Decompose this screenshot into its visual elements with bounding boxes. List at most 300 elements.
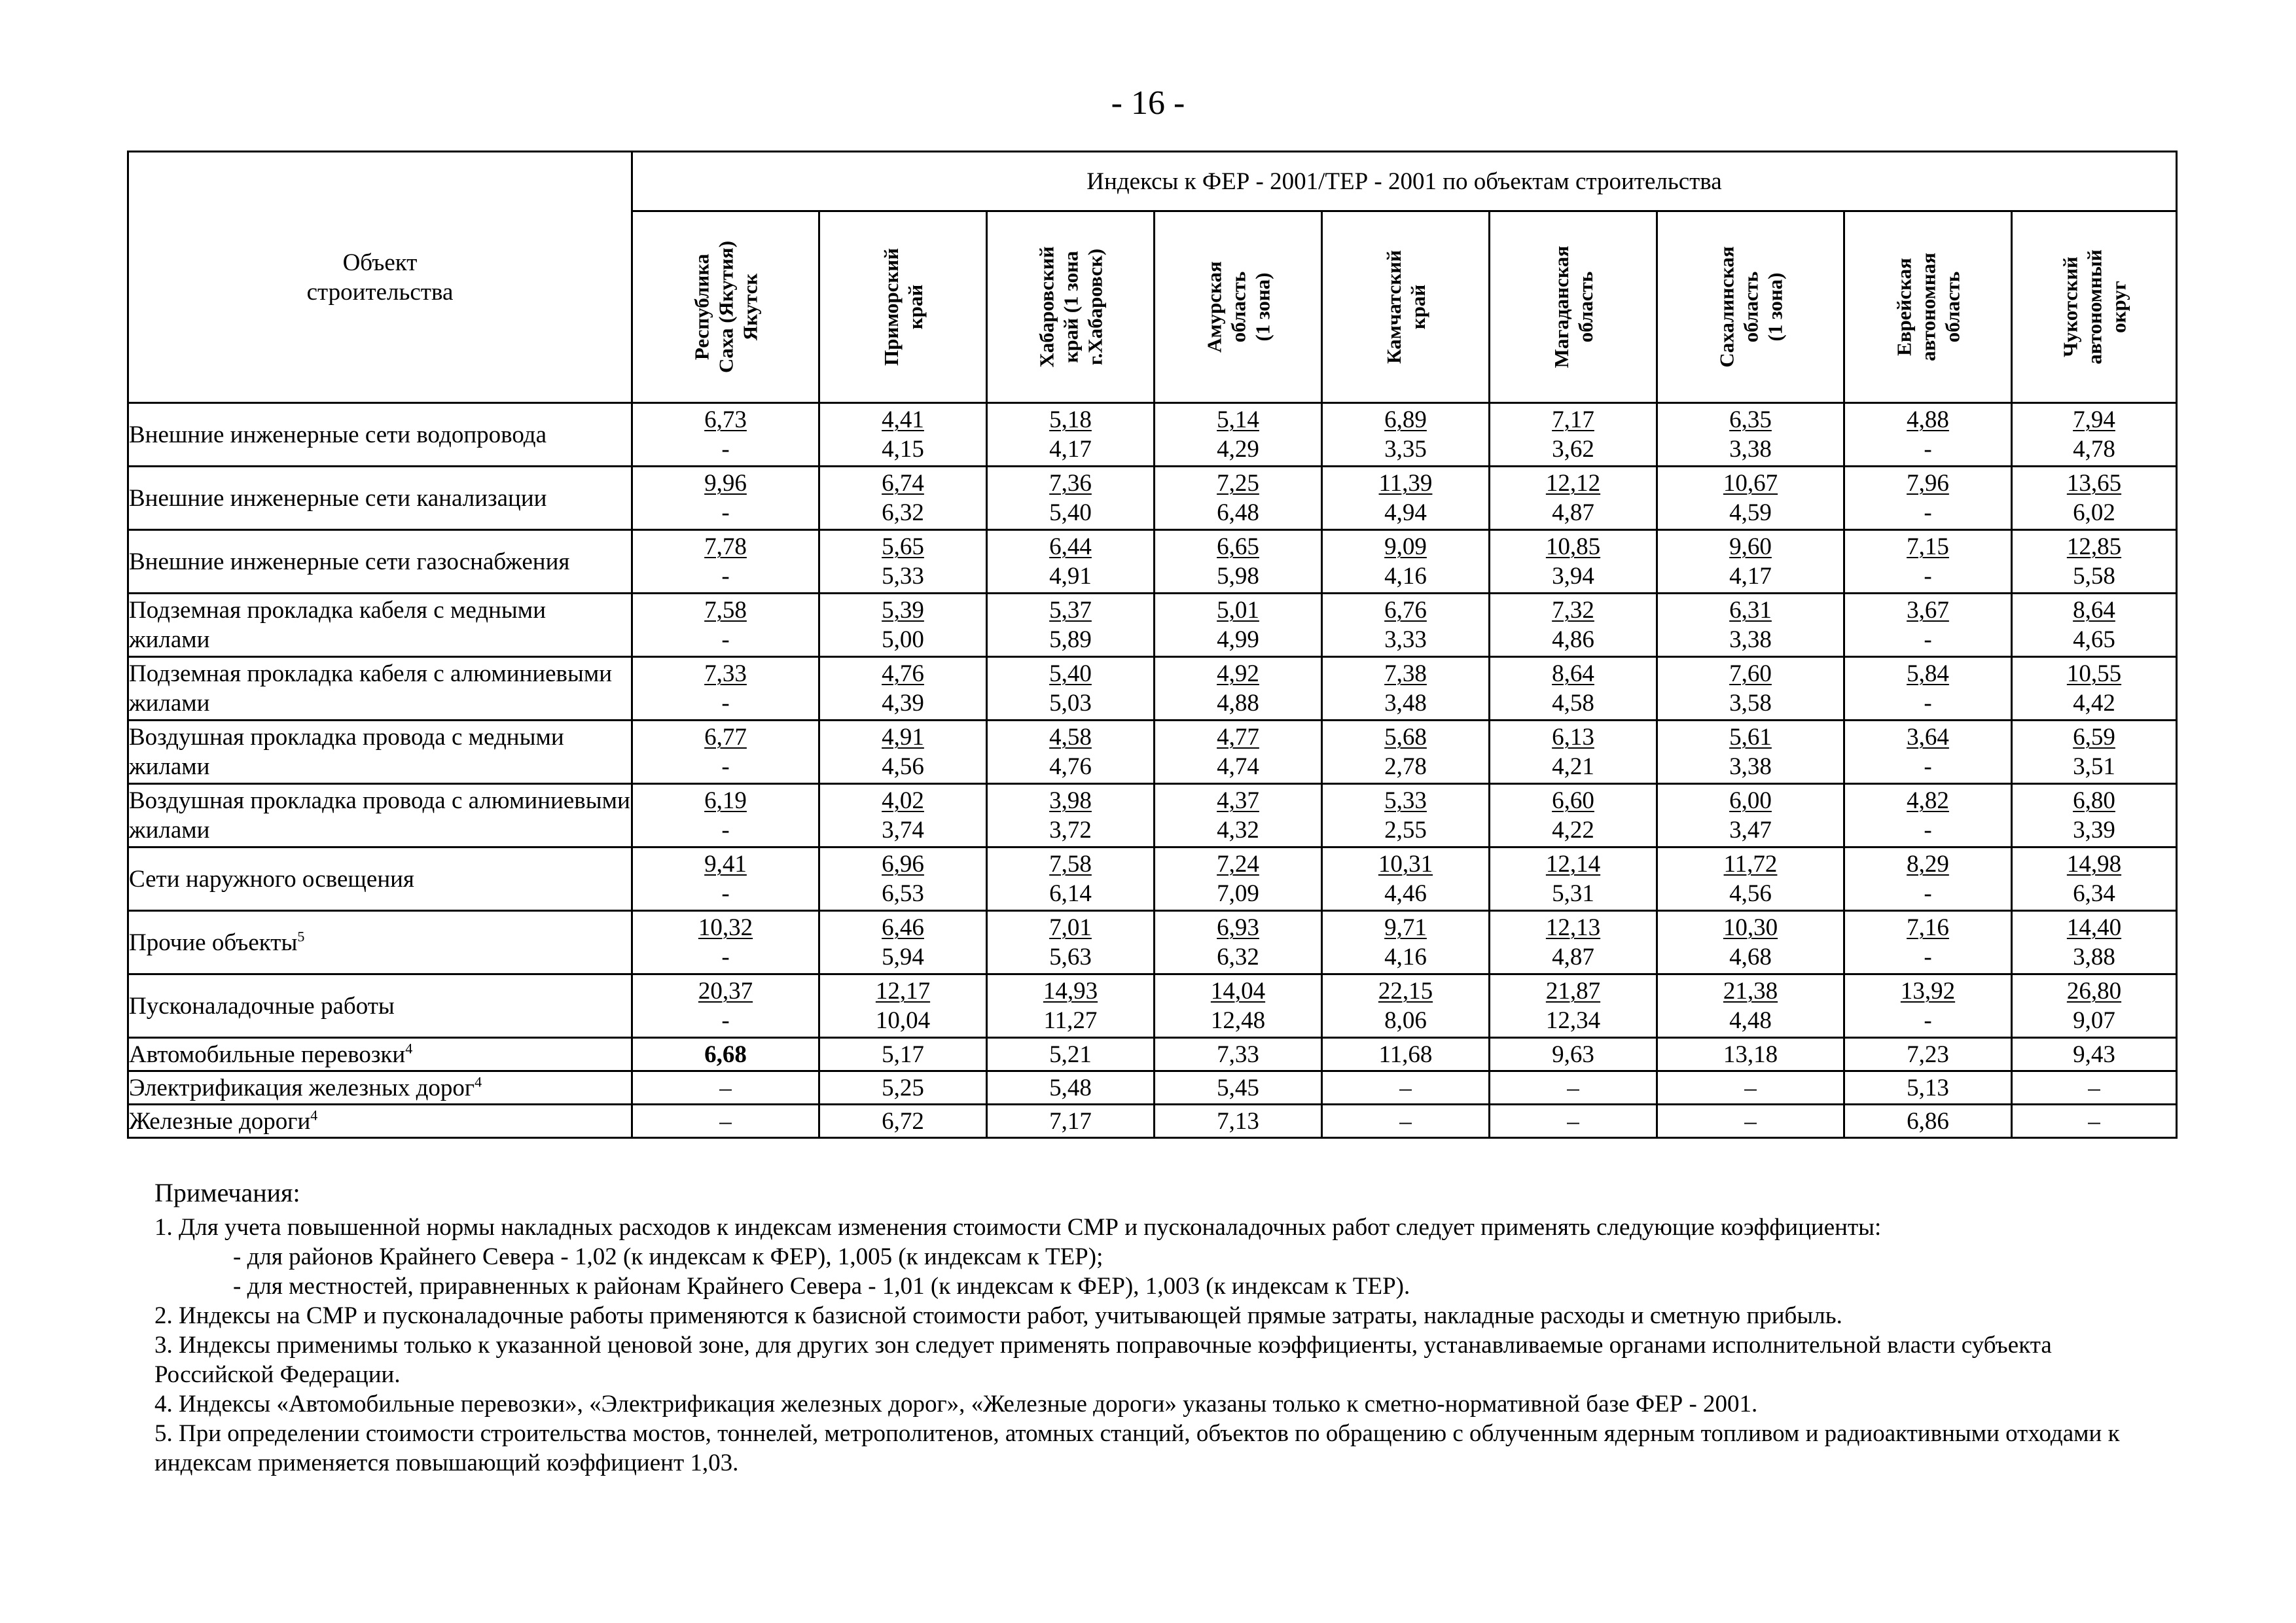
index-cell <box>987 911 1155 974</box>
fer-index: 5,68 <box>1384 724 1427 751</box>
index-cell: 9,63 <box>1490 1038 1657 1071</box>
fer-index: 6,13 <box>1552 724 1594 751</box>
fer-index: 4,92 <box>1217 660 1259 687</box>
region-header-text: Республика Саха (Якутия) Якутск <box>690 240 761 374</box>
ter-index: 7,09 <box>1217 880 1259 907</box>
index-cell <box>1844 530 2012 594</box>
index-cell <box>2012 974 2177 1038</box>
fer-index: 4,02 <box>882 787 924 814</box>
ter-index: 5,89 <box>1049 626 1092 653</box>
ter-index: 4,39 <box>882 690 924 717</box>
fer-index: 6,74 <box>882 470 924 497</box>
index-cell <box>987 530 1155 594</box>
region-header <box>632 211 819 403</box>
ter-index: 10,04 <box>875 1007 931 1034</box>
ter-index: 12,34 <box>1545 1007 1601 1034</box>
ter-index: 3,38 <box>1729 436 1772 463</box>
ter-index: 3,51 <box>2073 753 2115 780</box>
index-cell <box>1322 911 1490 974</box>
index-cell <box>1490 721 1657 784</box>
ter-index: 3,38 <box>1729 753 1772 780</box>
ter-index: - <box>1924 499 1932 526</box>
fer-index: 21,87 <box>1545 978 1601 1005</box>
fer-index: 10,67 <box>1723 470 1778 497</box>
index-cell <box>2012 530 2177 594</box>
index-cell <box>1322 467 1490 530</box>
index-cell <box>1490 847 1657 911</box>
region-header-text: Камчатский край <box>1382 250 1429 364</box>
ter-index: 5,58 <box>2073 563 2115 590</box>
ter-index: 4,16 <box>1384 944 1427 971</box>
region-header <box>987 211 1155 403</box>
index-cell <box>1322 403 1490 467</box>
index-cell <box>987 403 1155 467</box>
index-cell <box>2012 847 2177 911</box>
fer-index: 6,31 <box>1729 597 1772 624</box>
fer-index: 6,19 <box>704 787 747 814</box>
fer-index: 12,14 <box>1545 851 1601 878</box>
index-cell <box>632 467 819 530</box>
row-name <box>128 1071 632 1105</box>
region-header-text: Приморский край <box>879 247 927 366</box>
ter-index: 3,48 <box>1384 690 1427 717</box>
fer-index: 7,58 <box>704 597 747 624</box>
ter-index: 4,74 <box>1217 753 1259 780</box>
fer-index: 22,15 <box>1378 978 1433 1005</box>
index-cell <box>1155 594 1322 657</box>
ter-index: 4,32 <box>1217 817 1259 844</box>
index-cell <box>1657 403 1844 467</box>
ter-index: 5,98 <box>1217 563 1259 590</box>
ter-index: - <box>721 436 730 463</box>
row-name-text: Воздушная прокладка провода с медными жилами <box>129 724 564 780</box>
ter-index: 3,74 <box>882 817 924 844</box>
ter-index: - <box>721 753 730 780</box>
index-cell <box>632 657 819 721</box>
fer-index: 10,30 <box>1723 914 1778 941</box>
table-row <box>128 530 2177 594</box>
index-cell: – <box>1322 1071 1490 1105</box>
index-cell <box>1657 594 1844 657</box>
region-header <box>2012 211 2177 403</box>
ter-index: 5,31 <box>1552 880 1594 907</box>
row-name <box>128 911 632 974</box>
index-cell <box>1322 784 1490 847</box>
fer-index: 7,33 <box>704 660 747 687</box>
ter-index: 6,53 <box>882 880 924 907</box>
index-cell <box>1657 721 1844 784</box>
fer-index: 7,78 <box>704 533 747 560</box>
index-cell <box>632 911 819 974</box>
fer-index: 10,85 <box>1545 533 1601 560</box>
fer-index: 5,37 <box>1049 597 1092 624</box>
index-cell <box>1657 784 1844 847</box>
fer-index: 7,25 <box>1217 470 1259 497</box>
table-row <box>128 594 2177 657</box>
index-cell: 5,17 <box>819 1038 987 1071</box>
index-cell <box>1155 911 1322 974</box>
index-cell <box>1844 911 2012 974</box>
row-name <box>128 847 632 911</box>
fer-index: 10,32 <box>698 914 753 941</box>
ter-index: 4,48 <box>1729 1007 1772 1034</box>
index-cell: 7,33 <box>1155 1038 1322 1071</box>
ter-index: - <box>721 944 730 971</box>
index-cell <box>819 974 987 1038</box>
ter-index: 3,94 <box>1552 563 1594 590</box>
ter-index: - <box>1924 880 1932 907</box>
object-header <box>128 152 632 403</box>
ter-index: - <box>1924 1007 1932 1034</box>
table-row <box>128 403 2177 467</box>
footnote-marker: 5 <box>297 928 305 945</box>
row-name-text: Внешние инженерные сети водопровода <box>129 421 547 448</box>
fer-index: 6,65 <box>1217 533 1259 560</box>
row-name <box>128 467 632 530</box>
fer-index: 6,44 <box>1049 533 1092 560</box>
index-cell <box>819 911 987 974</box>
index-cell <box>819 594 987 657</box>
fer-index: 6,73 <box>704 406 747 433</box>
ter-index: 4,16 <box>1384 563 1427 590</box>
table-row <box>128 1038 2177 1071</box>
ter-index: 11,27 <box>1043 1007 1098 1034</box>
ter-index: 3,38 <box>1729 626 1772 653</box>
index-cell: 7,13 <box>1155 1105 1322 1138</box>
index-cell <box>1844 594 2012 657</box>
ter-index: 4,88 <box>1217 690 1259 717</box>
table-row <box>128 721 2177 784</box>
row-name <box>128 594 632 657</box>
index-cell <box>1657 911 1844 974</box>
region-header <box>1155 211 1322 403</box>
ter-index: 4,21 <box>1552 753 1594 780</box>
region-header-text: Сахалинская область (1 зона) <box>1715 246 1786 368</box>
region-header <box>1844 211 2012 403</box>
index-cell <box>1155 721 1322 784</box>
index-cell <box>632 974 819 1038</box>
region-header-text: Хабаровский край (1 зона г.Хабаровск) <box>1035 246 1106 368</box>
index-cell: – <box>1657 1105 1844 1138</box>
index-cell <box>2012 403 2177 467</box>
index-cell <box>819 721 987 784</box>
ter-index: 8,06 <box>1384 1007 1427 1034</box>
fer-index: 20,37 <box>698 978 753 1005</box>
ter-index: 6,34 <box>2073 880 2115 907</box>
index-cell <box>819 530 987 594</box>
ter-index: 3,62 <box>1552 436 1594 463</box>
index-cell: 5,48 <box>987 1071 1155 1105</box>
fer-index: 6,96 <box>882 851 924 878</box>
ter-index: - <box>1924 563 1932 590</box>
footnote-marker: 4 <box>405 1040 413 1057</box>
fer-index: 5,14 <box>1217 406 1259 433</box>
table-row <box>128 657 2177 721</box>
fer-index: 13,65 <box>2066 470 2122 497</box>
fer-index: 14,40 <box>2066 914 2122 941</box>
index-cell <box>1844 657 2012 721</box>
index-cell: – <box>632 1071 819 1105</box>
index-cell: – <box>632 1105 819 1138</box>
index-cell: – <box>1490 1105 1657 1138</box>
fer-index: 8,64 <box>2073 597 2115 624</box>
ter-index: - <box>721 499 730 526</box>
index-cell <box>2012 594 2177 657</box>
ter-index: 6,48 <box>1217 499 1259 526</box>
ter-index: 9,07 <box>2073 1007 2115 1034</box>
index-cell <box>1322 594 1490 657</box>
fer-index: 11,72 <box>1723 851 1778 878</box>
index-cell: 5,45 <box>1155 1071 1322 1105</box>
fer-index: 4,91 <box>882 724 924 751</box>
table-row <box>128 1071 2177 1105</box>
ter-index: 6,32 <box>1217 944 1259 971</box>
index-cell <box>2012 911 2177 974</box>
fer-index: 4,77 <box>1217 724 1259 751</box>
fer-index: 6,76 <box>1384 597 1427 624</box>
index-cell <box>1844 403 2012 467</box>
fer-index: 6,35 <box>1729 406 1772 433</box>
index-cell <box>632 530 819 594</box>
region-header-text: Амурская область (1 зона) <box>1202 261 1274 353</box>
object-header-text: Объект строительства <box>306 249 454 306</box>
fer-index: 6,80 <box>2073 787 2115 814</box>
fer-index: 5,40 <box>1049 660 1092 687</box>
fer-index: 13,92 <box>1900 978 1956 1005</box>
note-item: 5. При определении стоимости строительства мостов, тоннелей, метрополитенов, атомных станций, объектов по обращению с облученным ядерным топливом и радиоактивными отходами к индексам применяется повышающий коэффициент 1,03. <box>154 1420 2120 1476</box>
fer-index: 3,98 <box>1049 787 1092 814</box>
index-cell <box>2012 784 2177 847</box>
fer-index: 26,80 <box>2066 978 2122 1005</box>
fer-index: 7,36 <box>1049 470 1092 497</box>
index-cell <box>987 721 1155 784</box>
ter-index: - <box>721 563 730 590</box>
index-cell: – <box>1490 1071 1657 1105</box>
index-cell: 9,43 <box>2012 1038 2177 1071</box>
ter-index: 4,22 <box>1552 817 1594 844</box>
fer-index: 6,89 <box>1384 406 1427 433</box>
fer-index: 7,96 <box>1907 470 1949 497</box>
ter-index: 12,48 <box>1210 1007 1266 1034</box>
index-cell: – <box>1322 1105 1490 1138</box>
index-cell <box>1657 467 1844 530</box>
index-cell <box>1490 784 1657 847</box>
fer-index: 6,46 <box>882 914 924 941</box>
index-cell <box>1155 403 1322 467</box>
ter-index: 2,55 <box>1384 817 1427 844</box>
fer-index: 12,85 <box>2066 533 2122 560</box>
fer-index: 7,94 <box>2073 406 2115 433</box>
ter-index: 4,86 <box>1552 626 1594 653</box>
note-item: - для местностей, приравненных к районам Крайнего Севера - 1,01 (к индексам к ФЕР), 1,003 (к индексам к ТЕР). <box>233 1273 1410 1300</box>
ter-index: 2,78 <box>1384 753 1427 780</box>
index-cell: 6,86 <box>1844 1105 2012 1138</box>
fer-index: 5,84 <box>1907 660 1949 687</box>
index-cell <box>1657 974 1844 1038</box>
index-cell <box>632 721 819 784</box>
index-cell <box>1490 911 1657 974</box>
index-cell <box>1657 847 1844 911</box>
region-header <box>1657 211 1844 403</box>
index-cell <box>1490 657 1657 721</box>
ter-index: - <box>1924 436 1932 463</box>
ter-index: 4,46 <box>1384 880 1427 907</box>
table-body <box>128 403 2177 1138</box>
fer-index: 4,76 <box>882 660 924 687</box>
index-cell <box>1844 847 2012 911</box>
fer-index: 7,32 <box>1552 597 1594 624</box>
ter-index: 4,15 <box>882 436 924 463</box>
table-row <box>128 974 2177 1038</box>
note-item: - для районов Крайнего Севера - 1,02 (к индексам к ФЕР), 1,005 (к индексам к ТЕР); <box>233 1243 1103 1270</box>
ter-index: 4,59 <box>1729 499 1772 526</box>
index-cell <box>1490 594 1657 657</box>
index-cell <box>1322 721 1490 784</box>
row-name <box>128 974 632 1038</box>
fer-index: 12,12 <box>1545 470 1601 497</box>
fer-index: 4,41 <box>882 406 924 433</box>
fer-index: 9,41 <box>704 851 747 878</box>
ter-index: - <box>721 1007 730 1034</box>
index-cell <box>1155 657 1322 721</box>
row-name-text: Электрификация железных дорог <box>129 1074 475 1101</box>
ter-index: 4,78 <box>2073 436 2115 463</box>
index-cell: – <box>2012 1071 2177 1105</box>
fer-index: 5,18 <box>1049 406 1092 433</box>
fer-index: 10,31 <box>1378 851 1433 878</box>
fer-index: 4,58 <box>1049 724 1092 751</box>
ter-index: 3,33 <box>1384 626 1427 653</box>
index-cell <box>1322 974 1490 1038</box>
ter-index: - <box>1924 626 1932 653</box>
footnote-marker: 4 <box>310 1107 318 1124</box>
ter-index: 4,58 <box>1552 690 1594 717</box>
row-name <box>128 403 632 467</box>
fer-index: 9,09 <box>1384 533 1427 560</box>
ter-index: 5,03 <box>1049 690 1092 717</box>
fer-index: 11,39 <box>1378 470 1433 497</box>
fer-index: 7,15 <box>1907 533 1949 560</box>
fer-index: 10,55 <box>2066 660 2122 687</box>
index-cell <box>987 974 1155 1038</box>
note-item: 2. Индексы на СМР и пусконаладочные работы применяются к базисной стоимости работ, учитывающей прямые затраты, накладные расходы и сметную прибыль. <box>154 1302 1842 1329</box>
row-name-text: Автомобильные перевозки <box>129 1041 406 1068</box>
ter-index: 4,68 <box>1729 944 1772 971</box>
fer-index: 5,65 <box>882 533 924 560</box>
index-cell <box>1490 403 1657 467</box>
region-header-text: Магаданская область <box>1549 245 1597 368</box>
fer-index: 5,01 <box>1217 597 1259 624</box>
fer-index: 6,59 <box>2073 724 2115 751</box>
ter-index: 6,32 <box>882 499 924 526</box>
ter-index: 4,91 <box>1049 563 1092 590</box>
page-number: - 16 - <box>1111 84 1185 122</box>
ter-index: 3,88 <box>2073 944 2115 971</box>
fer-index: 7,58 <box>1049 851 1092 878</box>
index-cell: 11,68 <box>1322 1038 1490 1071</box>
fer-index: 7,24 <box>1217 851 1259 878</box>
index-cell <box>1155 847 1322 911</box>
fer-index: 7,38 <box>1384 660 1427 687</box>
index-cell: 7,17 <box>987 1105 1155 1138</box>
row-name-text: Подземная прокладка кабеля с медными жилами <box>129 597 547 653</box>
fer-index: 4,82 <box>1907 787 1949 814</box>
index-cell <box>1490 530 1657 594</box>
ter-index: 4,94 <box>1384 499 1427 526</box>
fer-index: 4,88 <box>1907 406 1949 433</box>
index-cell: 13,18 <box>1657 1038 1844 1071</box>
fer-index: 14,04 <box>1210 978 1266 1005</box>
ter-index: 6,14 <box>1049 880 1092 907</box>
note-item: 3. Индексы применимы только к указанной ценовой зоне, для других зон следует применять поправочные коэффициенты, устанавливаемые органами исполнительной власти субъекта Российской Федерации. <box>154 1332 2052 1388</box>
fer-index: 8,64 <box>1552 660 1594 687</box>
index-cell <box>819 847 987 911</box>
index-cell: 6,72 <box>819 1105 987 1138</box>
index-cell <box>2012 657 2177 721</box>
fer-index: 12,17 <box>875 978 931 1005</box>
fer-index: 8,29 <box>1907 851 1949 878</box>
row-name-text: Железные дороги <box>129 1107 311 1135</box>
fer-index: 5,33 <box>1384 787 1427 814</box>
row-name-text: Подземная прокладка кабеля с алюминиевыми жилами <box>129 660 613 717</box>
fer-index: 6,00 <box>1729 787 1772 814</box>
index-cell: – <box>1657 1071 1844 1105</box>
ter-index: 5,94 <box>882 944 924 971</box>
row-name <box>128 657 632 721</box>
index-cell <box>1490 467 1657 530</box>
index-table <box>127 151 2178 1139</box>
index-cell <box>1155 784 1322 847</box>
row-name <box>128 530 632 594</box>
index-cell <box>1844 467 2012 530</box>
index-cell <box>1155 467 1322 530</box>
fer-index: 6,77 <box>704 724 747 751</box>
index-cell <box>987 657 1155 721</box>
index-cell: 6,68 <box>632 1038 819 1071</box>
ter-index: - <box>1924 753 1932 780</box>
ter-index: 4,17 <box>1729 563 1772 590</box>
index-cell: 5,21 <box>987 1038 1155 1071</box>
index-cell <box>819 657 987 721</box>
index-cell <box>2012 721 2177 784</box>
ter-index: - <box>721 817 730 844</box>
index-cell <box>819 467 987 530</box>
ter-index: - <box>1924 944 1932 971</box>
fer-index: 6,93 <box>1217 914 1259 941</box>
fer-index: 7,60 <box>1729 660 1772 687</box>
ter-index: - <box>721 880 730 907</box>
fer-index: 9,60 <box>1729 533 1772 560</box>
table-row <box>128 1105 2177 1138</box>
index-cell <box>1844 784 2012 847</box>
index-cell <box>1322 530 1490 594</box>
ter-index: - <box>721 626 730 653</box>
group-header: Индексы к ФЕР - 2001/ТЕР - 2001 по объектам строительства <box>632 152 2177 211</box>
fer-index: 6,60 <box>1552 787 1594 814</box>
ter-index: 6,02 <box>2073 499 2115 526</box>
index-cell <box>1155 974 1322 1038</box>
index-cell <box>819 403 987 467</box>
index-cell: 5,13 <box>1844 1071 2012 1105</box>
row-name-text: Сети наружного освещения <box>129 865 414 893</box>
note-item: 1. Для учета повышенной нормы накладных расходов к индексам изменения стоимости СМР и пусконаладочных работ следует применять следующие коэффициенты: <box>154 1214 1882 1241</box>
index-cell <box>987 594 1155 657</box>
index-cell <box>1322 847 1490 911</box>
fer-index: 3,64 <box>1907 724 1949 751</box>
row-name <box>128 1105 632 1138</box>
ter-index: - <box>1924 690 1932 717</box>
index-cell <box>1844 721 2012 784</box>
